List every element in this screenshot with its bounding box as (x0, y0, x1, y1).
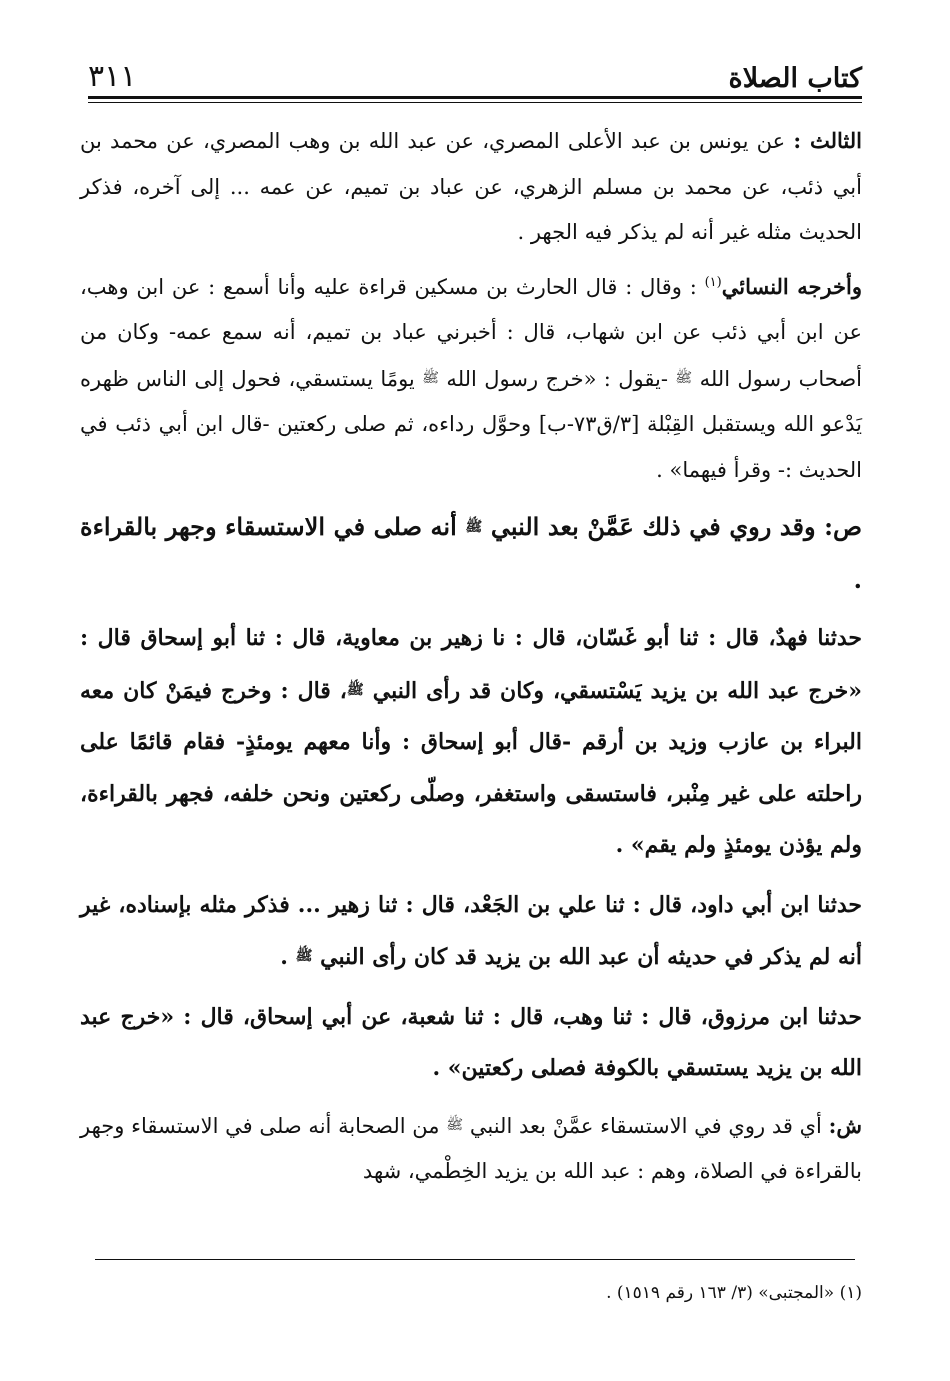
paragraph-text: حدثنا ابن مرزوق، قال : ثنا وهب، قال : ثنا شعبة، عن أبي إسحاق، قال : «خرج عبد الله بن يزيد يستسقي بالكوفة فصلى ركعتين» . (80, 1003, 862, 1081)
paragraph-sharh (80, 1103, 862, 1195)
paragraph-text: حدثنا فهدٌ، قال : ثنا أبو غَسّان، قال : نا زهير بن معاوية، قال : ثنا أبو إسحاق قال : «خرج عبد الله بن يزيد يَسْتسقي، وكان قد رأى النبي (80, 625, 862, 704)
paragraph-lead: الثالث : (793, 128, 862, 153)
paragraph-lead: ش: (828, 1112, 862, 1138)
salla-mark-icon: ﷺ (675, 369, 693, 386)
paragraph-text: ص: وقد روي في ذلك عَمَّنْ بعد النبي (482, 512, 862, 541)
page-number: ٣١١ (88, 59, 137, 94)
paragraph-text: -يقول : «خرج رسول الله (439, 366, 676, 391)
salla-mark-icon: ﷺ (422, 369, 440, 386)
book-title: كتاب الصلاة (728, 63, 862, 94)
header-rule-thin (88, 102, 862, 103)
salla-mark-icon: ﷺ (295, 948, 313, 964)
paragraph-hadith-ibn-abi-dawud (80, 880, 862, 984)
paragraph-hadith-ibn-marzuq (80, 992, 862, 1095)
paragraph-text: أي قد روي في الاستسقاء عمَّنْ بعد النبي (463, 1113, 829, 1138)
page-body (80, 118, 862, 1195)
paragraph-text: يومًا يستسقي، فحول إلى الناس ظهره يَدْعو الله ويستقبل القِبْلة [٣/ق٧٣-ب] وحوَّل رداءه، ثم صلى ركعتين -قال ابن أبي ذئب في الحديث :- وقرأ فيهما» . (80, 366, 862, 482)
salla-mark-icon: ﷺ (346, 681, 364, 698)
footnote-reference[interactable]: (١) (704, 274, 722, 290)
paragraph-text: ، قال : وخرج فيمَنْ كان معه البراء بن عازب وزيد بن أرقم -قال أبو إسحاق : وأنا معهم يومئذٍ- فقام قائمًا على راحلته على غير مِنْبر، فاستسقى واستغفر، وصلّى ركعتين ونحن خلفه، فجهر بالقراءة، ولم يؤذن يومئذٍ ولم يقم» . (80, 677, 862, 858)
paragraph-hadith-fahd (80, 613, 862, 872)
footnote-rule (95, 1259, 855, 1260)
footnote: (١) «المجتبى» (٣/ ١٦٣ رقم ١٥١٩) . (606, 1283, 862, 1303)
paragraph-text: : وقال : قال الحارث بن مسكين قراءة عليه وأنا أسمع : عن ابن وهب، عن ابن أبي ذئب عن ابن شهاب، قال : أخبرني عباد بن تميم، أنه سمع عمه- وكان من أصحاب رسول الله (80, 274, 863, 391)
paragraph-third-chain (80, 118, 862, 256)
paragraph-lead: وأخرجه النسائي (721, 273, 862, 299)
paragraph-matn (80, 501, 862, 605)
paragraph-text: . (280, 944, 296, 970)
paragraph-text: عن يونس بن عبد الأعلى المصري، عن عبد الله بن وهب المصري، عن محمد بن أبي ذئب، عن محمد بن مسلم الزهري، عن عباد بن تميم، عن عمه ... إلى آخره، فذكر الحديث مثله غير أنه لم يذكر فيه الجهر . (80, 129, 862, 244)
salla-mark-icon: ﷺ (465, 519, 483, 535)
header-rule-thick (88, 96, 862, 99)
paragraph-text: حدثنا ابن أبي داود، قال : ثنا علي بن الجَعْد، قال : ثنا زهير ... فذكر مثله بإسناده، غير أنه لم يذكر في حديثه أن عبد الله بن يزيد قد كان رأى النبي (80, 891, 862, 970)
paragraph-text: من الصحابة أنه صلى في الاستسقاء وجهر بالقراءة في الصلاة، وهم : عبد الله بن يزيد الخِطْمي، شهد (80, 1113, 862, 1183)
salla-mark-icon: ﷺ (446, 1116, 464, 1133)
page-header (88, 44, 862, 92)
paragraph-text: أنه صلى في الاستسقاء وجهر بالقراءة . (80, 512, 862, 594)
paragraph-nasai (80, 264, 862, 494)
